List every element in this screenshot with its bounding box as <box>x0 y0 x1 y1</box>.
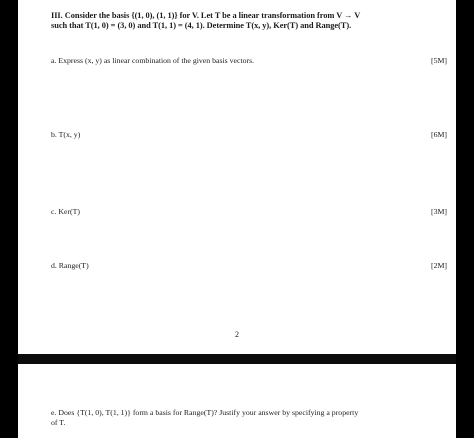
question-c-text: c. Ker(T) <box>51 207 81 216</box>
question-b-marks: [6M] <box>430 130 447 139</box>
question-e-line-1: e. Does {T(1, 0), T(1, 1)} form a basis for Range(T)? Justify your answer by specifying a property <box>51 408 359 417</box>
question-b-text: b. T(x, y) <box>51 130 81 139</box>
heading-line-1: III. Consider the basis {(1, 0), (1, 1)} for V. Let T be a linear transformation from V → V <box>51 11 361 20</box>
question-d-marks: [2M] <box>430 261 447 270</box>
question-e <box>51 408 443 427</box>
page-number: 2 <box>235 330 239 339</box>
question-e-line-2: of T. <box>51 417 66 427</box>
question-a-marks: [5M] <box>430 56 447 65</box>
document-page-3 <box>18 364 456 438</box>
problem-heading <box>51 11 447 31</box>
question-a-text: a. Express (x, y) as linear combination of the given basis vectors. <box>51 56 255 65</box>
page-separator <box>18 354 456 364</box>
document-page-2 <box>18 0 456 354</box>
heading-line-2: such that T(1, 0) = (3, 0) and T(1, 1) = (4, 1). Determine T(x, y), Ker(T) and Range(T). <box>51 21 352 30</box>
question-d-text: d. Range(T) <box>51 261 89 270</box>
question-c-marks: [3M] <box>430 207 447 216</box>
